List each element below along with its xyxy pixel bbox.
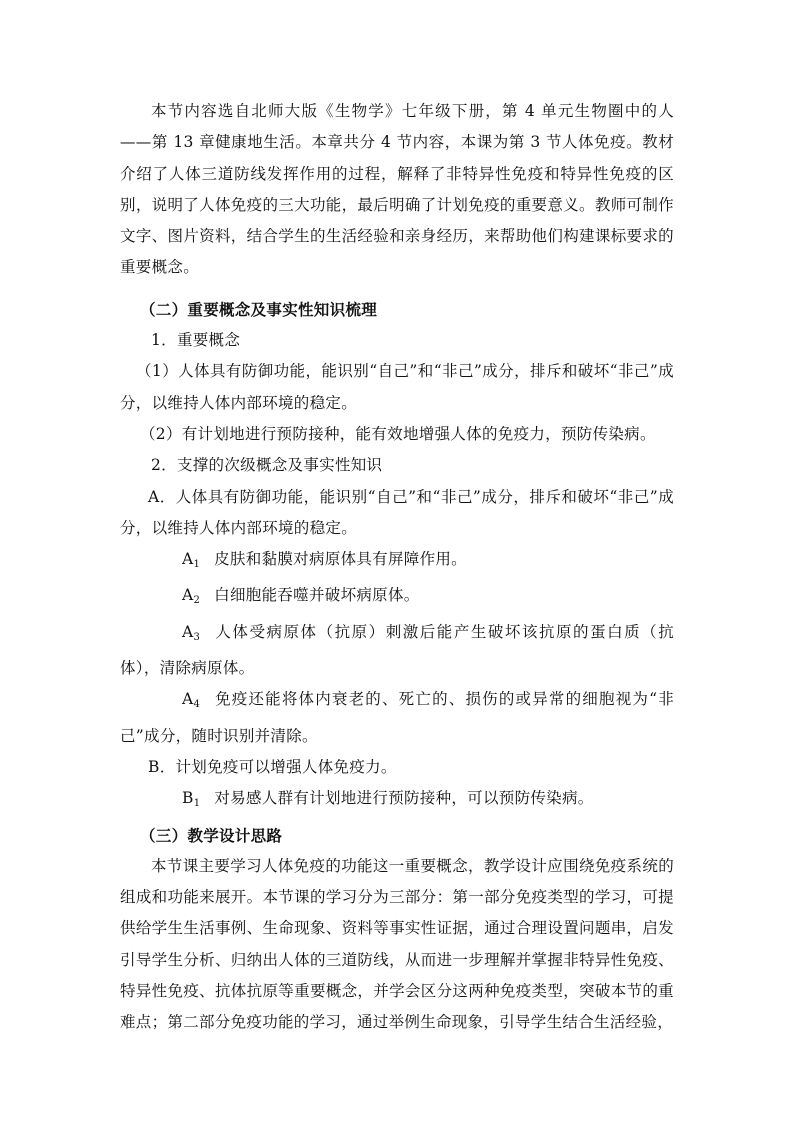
- fact-label: $A_4$: [182, 690, 201, 711]
- concept-2: （2）有计划地进行预防接种，能有效地增强人体的免疫力，预防传染病。: [140, 424, 656, 443]
- design-paragraph: 本节课主要学习人体免疫的功能这一重要概念，教学设计应围绕免疫系统的组成和功能来展开。本节课的学习分为三部分：第一部分免疫类型的学习，可提供给学生生活事例、生命现象、资料等事实性证据，通过合理设置问题串，启发引导学生分析、归纳出人体的三道防线，从而进一步理解并掌握非特异性免疫、特异性免疫、抗体抗原等重要概念，并学会区分这两种免疫类型，突破本节的重难点；第二部分免疫功能的学习，通过举例生命现象，引导学生结合生活经验，: [120, 856, 674, 1032]
- fact-A1: $A_1$ 皮肤和黏膜对病原体具有屏障作用。: [182, 550, 467, 571]
- concept-A: A．人体具有防御功能，能识别“自己”和“非己”成分，排斥和破坏“非己”成分，以维持人体内部环境的稳定。: [120, 487, 674, 537]
- fact-A3: $A_3$ 人体受病原体（抗原）刺激后能产生破坏该抗原的蛋白质（抗体），清除病原体。: [120, 622, 674, 678]
- fact-B1: $B_1$ 对易感人群有计划地进行预防接种，可以预防传染病。: [182, 789, 594, 810]
- subheading-secondary-concepts: 2．支撑的次级概念及事实性知识: [151, 456, 383, 475]
- section-heading-design: （三）教学设计思路: [140, 825, 283, 845]
- fact-label: $A_2$: [182, 586, 201, 607]
- fact-label: $A_1$: [182, 550, 201, 571]
- fact-A2: $A_2$ 白细胞能吞噬并破坏病原体。: [182, 586, 420, 607]
- spacer: [120, 284, 674, 294]
- section-heading-concepts: （二）重要概念及事实性知识梳理: [140, 299, 378, 319]
- fact-label: $B_1$: [182, 789, 201, 810]
- concept-1: （1）人体具有防御功能，能识别“自己”和“非己”成分，排斥和破坏“非己”成分，以维持人体内部环境的稳定。: [120, 362, 674, 412]
- intro-paragraph: 本节内容选自北师大版《生物学》七年级下册，第 4 单元生物圈中的人——第 13 章健康地生活。本章共分 4 节内容，本课为第 3 节人体免疫。教材介绍了人体三道防线发挥作用的过程，解释了非特异性免疫和特异性免疫的区别，说明了人体免疫的三大功能，最后明确了计划免疫的重要意义。教师可制作文字、图片资料，结合学生的生活经验和亲身经历，来帮助他们构建课标要求的重要概念。: [120, 102, 674, 277]
- subheading-important-concepts: 1．重要概念: [151, 331, 241, 350]
- fact-label: $A_3$: [182, 622, 201, 643]
- fact-A4: $A_4$ 免疫还能将体内衰老的、死亡的、损伤的或异常的细胞视为“非己”成分，随时识别并清除。: [120, 690, 674, 745]
- document-page: [120, 96, 674, 1039]
- concept-B: B．计划免疫可以增强人体免疫力。: [148, 757, 397, 776]
